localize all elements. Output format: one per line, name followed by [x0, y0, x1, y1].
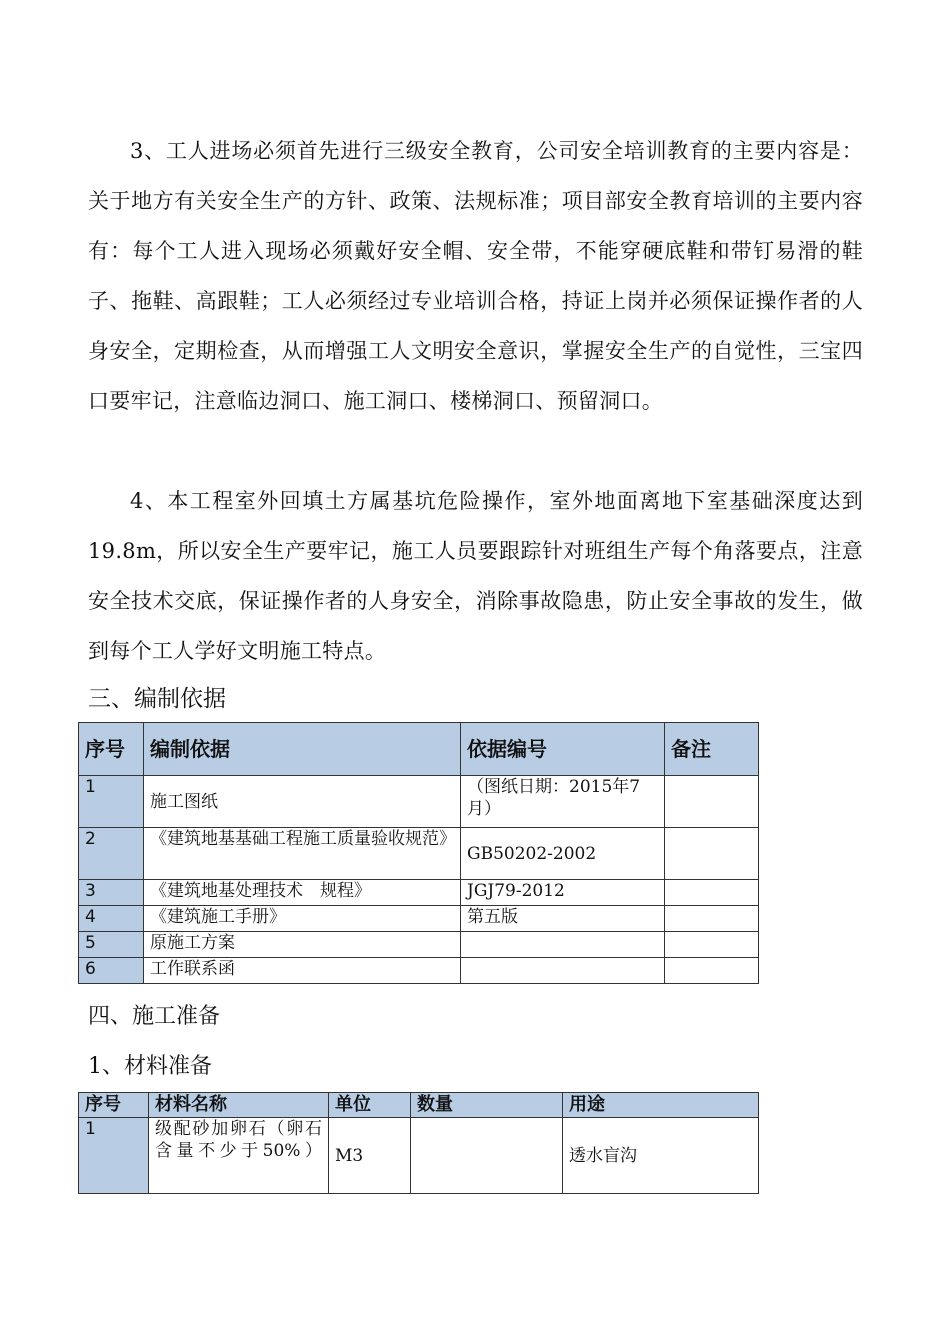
col-header-material: 材料名称: [149, 1093, 329, 1118]
table-row: [79, 776, 759, 828]
material-purpose: 透水盲沟: [563, 1118, 759, 1194]
basis-remark: [665, 906, 759, 932]
row-index: 4: [79, 906, 144, 932]
table-row: [79, 1118, 759, 1194]
col-header-index: 序号: [79, 723, 144, 776]
basis-name: 《建筑地基处理技术 规程》: [144, 880, 461, 906]
basis-code: （图纸日期：2015年7月）: [461, 776, 665, 828]
basis-code: JGJ79-2012: [461, 880, 665, 906]
section-heading-basis: 三、编制依据: [88, 686, 226, 712]
basis-remark: [665, 880, 759, 906]
material-name: 级配砂加卵石（卵石含量不少于50%）: [149, 1118, 329, 1194]
basis-remark: [665, 828, 759, 880]
basis-remark: [665, 958, 759, 984]
basis-name: 工作联系函: [144, 958, 461, 984]
subsection-heading-materials: 1、材料准备: [88, 1054, 212, 1079]
table-row: [79, 828, 759, 880]
basis-name: 施工图纸: [144, 776, 461, 828]
section-heading-preparation: 四、施工准备: [88, 1004, 221, 1029]
col-header-index: 序号: [79, 1093, 149, 1118]
basis-remark: [665, 932, 759, 958]
basis-code: 第五版: [461, 906, 665, 932]
table-row: [79, 932, 759, 958]
row-index: 1: [79, 1118, 149, 1194]
materials-table: [78, 1092, 759, 1194]
table-header-row: [79, 723, 759, 776]
col-header-basis: 编制依据: [144, 723, 461, 776]
material-quantity: [411, 1118, 563, 1194]
table-header-row: [79, 1093, 759, 1118]
col-header-remark: 备注: [665, 723, 759, 776]
table-row: [79, 880, 759, 906]
row-index: 6: [79, 958, 144, 984]
basis-name: 《建筑施工手册》: [144, 906, 461, 932]
row-index: 3: [79, 880, 144, 906]
col-header-quantity: 数量: [411, 1093, 563, 1118]
basis-name: 原施工方案: [144, 932, 461, 958]
basis-code: [461, 958, 665, 984]
basis-name: 《建筑地基基础工程施工质量验收规范》: [144, 828, 461, 880]
paragraph-item-4: 4、本工程室外回填土方属基坑危险操作，室外地面离地下室基础深度达到19.8m，所以安全生产要牢记，施工人员要跟踪针对班组生产每个角落要点，注意安全技术交底，保证操作者的人身安全，消除事故隐患，防止安全事故的发生，做到每个工人学好文明施工特点。: [88, 489, 863, 663]
table-row: [79, 906, 759, 932]
basis-table: [78, 722, 759, 984]
basis-remark: [665, 776, 759, 828]
paragraph-item-3: 3、工人进场必须首先进行三级安全教育，公司安全培训教育的主要内容是：关于地方有关安全生产的方针、政策、法规标准；项目部安全教育培训的主要内容有：每个工人进入现场必须戴好安全帽、安全带，不能穿硬底鞋和带钉易滑的鞋子、拖鞋、高跟鞋；工人必须经过专业培训合格，持证上岗并必须保证操作者的人身安全，定期检查，从而增强工人文明安全意识，掌握安全生产的自觉性，三宝四口要牢记，注意临边洞口、施工洞口、楼梯洞口、预留洞口。: [88, 139, 863, 413]
basis-code: [461, 932, 665, 958]
material-unit: M3: [329, 1118, 411, 1194]
col-header-purpose: 用途: [563, 1093, 759, 1118]
basis-code: GB50202-2002: [461, 828, 665, 880]
col-header-code: 依据编号: [461, 723, 665, 776]
row-index: 5: [79, 932, 144, 958]
row-index: 1: [79, 776, 144, 828]
col-header-unit: 单位: [329, 1093, 411, 1118]
table-row: [79, 958, 759, 984]
row-index: 2: [79, 828, 144, 880]
